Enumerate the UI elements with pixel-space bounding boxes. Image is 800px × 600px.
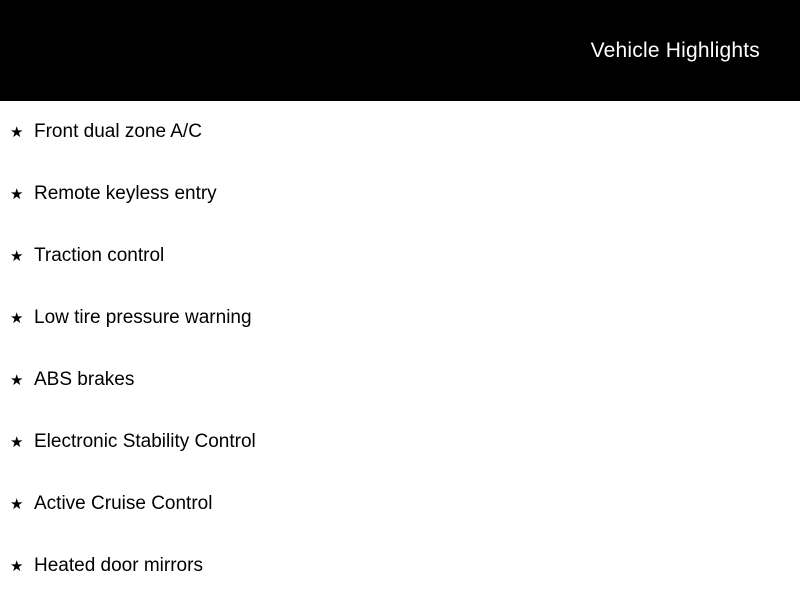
list-item	[0, 101, 800, 163]
list-item	[0, 411, 800, 473]
star-bullet-icon: ★	[10, 495, 24, 513]
list-item-label: Front dual zone A/C	[34, 121, 202, 142]
star-bullet-icon: ★	[10, 123, 24, 141]
list-item	[0, 225, 800, 287]
star-bullet-icon: ★	[10, 557, 24, 575]
page-title: Vehicle Highlights	[590, 39, 760, 62]
list-item	[0, 535, 800, 597]
list-item	[0, 349, 800, 411]
star-bullet-icon: ★	[10, 185, 24, 203]
star-bullet-icon: ★	[10, 247, 24, 265]
list-item-label: Heated door mirrors	[34, 555, 203, 576]
list-item-label: ABS brakes	[34, 369, 135, 390]
list-item	[0, 163, 800, 225]
list-item-label: Electronic Stability Control	[34, 431, 256, 452]
list-item	[0, 473, 800, 535]
list-item	[0, 287, 800, 349]
star-bullet-icon: ★	[10, 433, 24, 451]
list-item-label: Remote keyless entry	[34, 183, 217, 204]
star-bullet-icon: ★	[10, 309, 24, 327]
list-item-label: Low tire pressure warning	[34, 307, 252, 328]
header-bar	[0, 0, 800, 101]
list-item-label: Active Cruise Control	[34, 493, 213, 514]
vehicle-highlights-list	[0, 101, 800, 597]
star-bullet-icon: ★	[10, 371, 24, 389]
list-item-label: Traction control	[34, 245, 165, 266]
